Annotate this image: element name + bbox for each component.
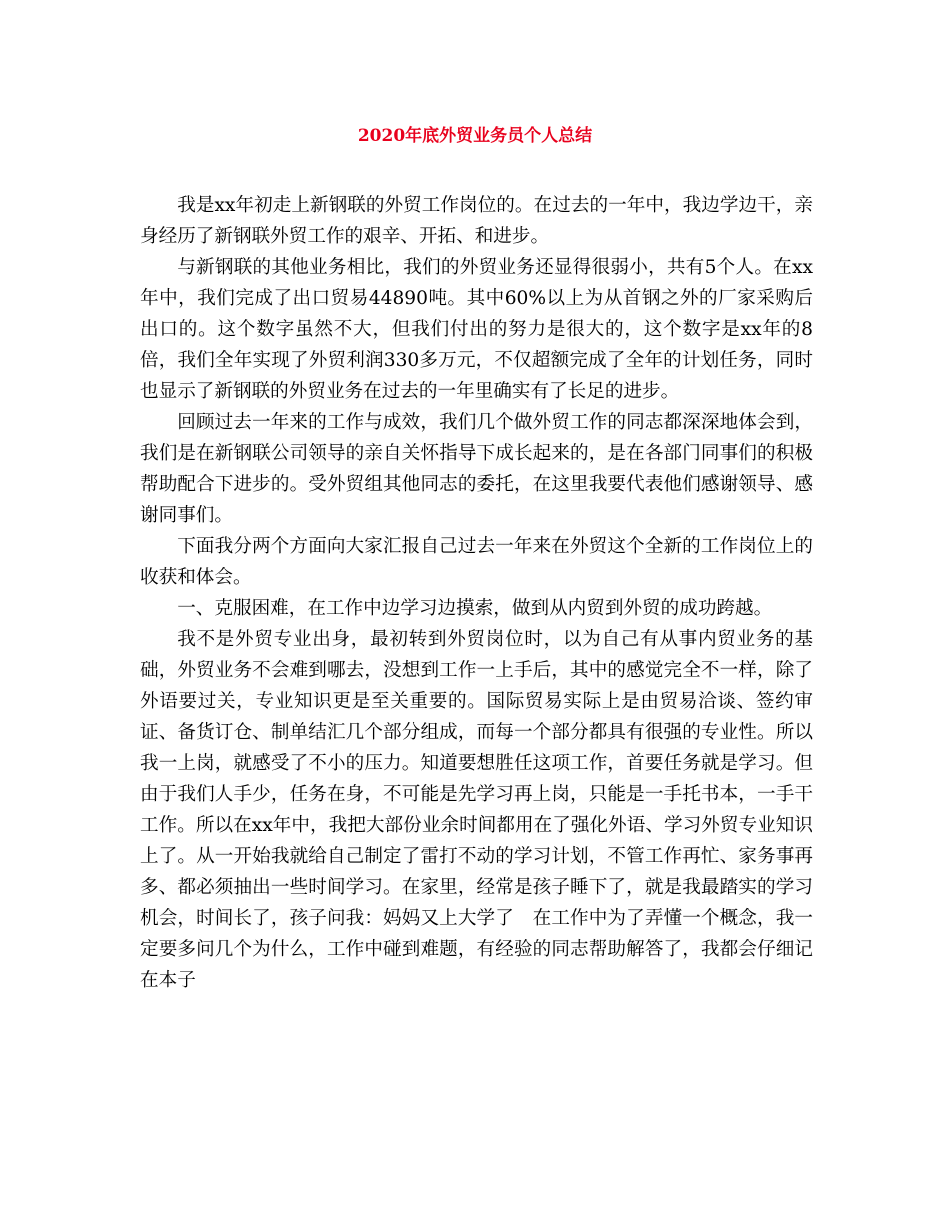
paragraph-1: 我是xx年初走上新钢联的外贸工作岗位的。在过去的一年中，我边学边干，亲身经历了新钢联外贸工作的艰辛、开拓、和进步。 [140, 195, 813, 247]
document-title: 2020年底外贸业务员个人总结 [357, 126, 593, 146]
paragraph-2: 与新钢联的其他业务相比，我们的外贸业务还显得很弱小，共有5个人。在xx年中，我们完成了出口贸易44890吨。其中60%以上为从首钢之外的厂家采购后出口的。这个数字虽然不大，但我们付出的努力是很大的，这个数字是xx年的8倍，我们全年实现了外贸利润330多万元，不仅超额完成了全年的计划任务，同时也显示了新钢联的外贸业务在过去的一年里确实有了长足的进步。 [140, 257, 813, 402]
document-body [140, 190, 813, 996]
paragraph-3: 回顾过去一年来的工作与成效，我们几个做外贸工作的同志都深深地体会到，我们是在新钢联公司领导的亲自关怀指导下成长起来的，是在各部门同事们的积极帮助配合下进步的。受外贸组其他同志的委托，在这里我要代表他们感谢领导、感谢同事们。 [140, 412, 813, 526]
paragraph-5: 我不是外贸专业出身，最初转到外贸岗位时，以为自己有从事内贸业务的基础，外贸业务不会难到哪去，没想到工作一上手后，其中的感觉完全不一样，除了外语要过关，专业知识更是至关重要的。国际贸易实际上是由贸易洽谈、签约审证、备货订仓、制单结汇几个部分组成，而每一个部分都具有很强的专业性。所以我一上岗，就感受了不小的压力。知道要想胜任这项工作，首要任务就是学习。但由于我们人手少，任务在身，不可能是先学习再上岗，只能是一手托书本，一手干工作。所以在xx年中，我把大部份业余时间都用在了强化外语、学习外贸专业知识上了。从一开始我就给自己制定了雷打不动的学习计划，不管工作再忙、家务事再多、都必须抽出一些时间学习。在家里，经常是孩子睡下了，就是我最踏实的学习机会，时间长了，孩子问我：妈妈又上大学了 在工作中为了弄懂一个概念，我一定要多问几个为什么，工作中碰到难题，有经验的同志帮助解答了，我都会仔细记在本子 [140, 629, 813, 991]
paragraph-4: 下面我分两个方面向大家汇报自己过去一年来在外贸这个全新的工作岗位上的收获和体会。 [140, 536, 813, 588]
section-heading-1: 一、克服困难，在工作中边学习边摸索，做到从内贸到外贸的成功跨越。 [177, 598, 773, 619]
